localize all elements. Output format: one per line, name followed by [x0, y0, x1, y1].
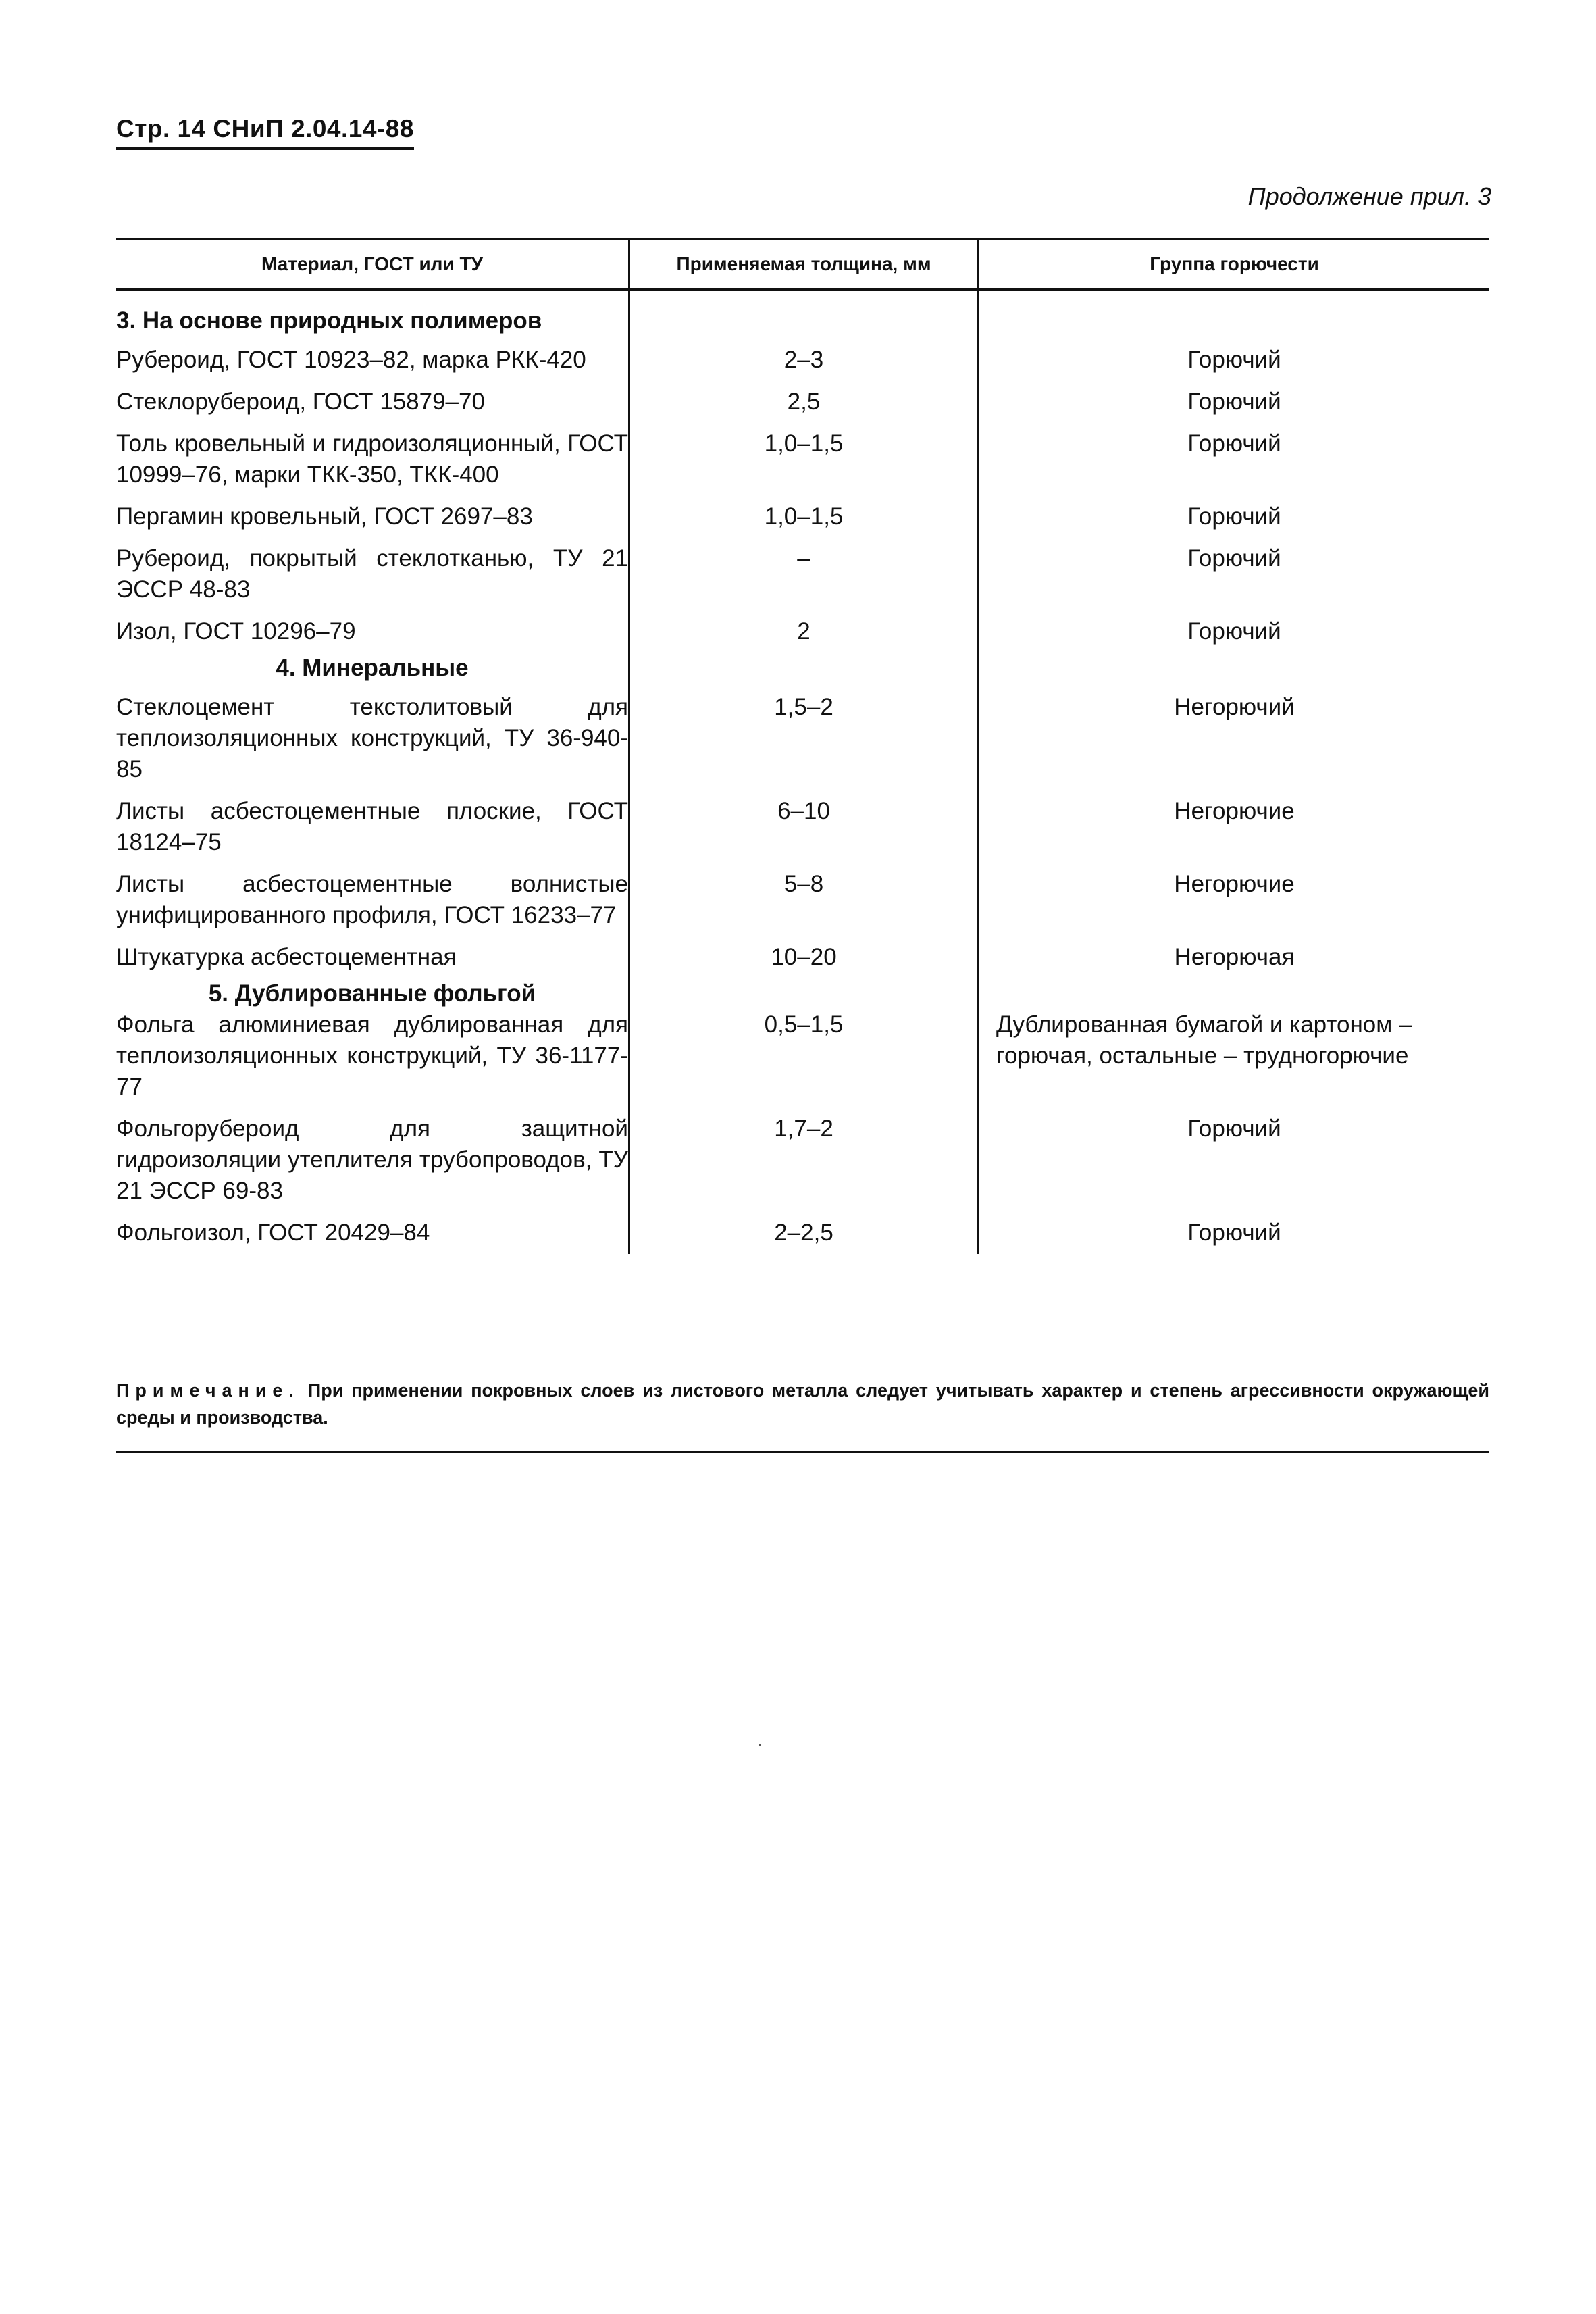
section-title: 5. Дублированные фольгой	[208, 980, 536, 1007]
section-heading	[116, 291, 1489, 339]
thickness-cell: 2–2,5	[628, 1212, 979, 1254]
thickness-cell: 5–8	[628, 863, 979, 936]
table-row	[116, 863, 1489, 936]
flammability-cell: Негорючая	[1174, 944, 1295, 970]
bottom-rule	[116, 1451, 1489, 1453]
table-row	[116, 686, 1489, 790]
thickness-cell: 1,7–2	[628, 1108, 979, 1212]
column-header-thickness: Применяемая толщина, мм	[628, 240, 979, 288]
flammability-cell: Горючий	[1187, 430, 1281, 457]
flammability-cell: Дублированная бумагой и картоном – горючая, остальные – трудногорючие	[996, 1011, 1412, 1069]
thickness-cell: 10–20	[628, 936, 979, 978]
table-row	[116, 423, 1489, 496]
section-heading	[116, 653, 1489, 686]
flammability-cell: Горючий	[1187, 545, 1281, 572]
table-row	[116, 381, 1489, 423]
continuation-label: Продолжение прил. 3	[1247, 182, 1491, 210]
table-header	[116, 238, 1489, 291]
material-cell: Рубероид, ГОСТ 10923–82, марка РКК-420	[116, 347, 586, 373]
material-cell: Изол, ГОСТ 10296–79	[116, 618, 356, 645]
material-cell: Стеклорубероид, ГОСТ 15879–70	[116, 388, 485, 415]
flammability-cell: Горючий	[1187, 388, 1281, 415]
material-cell: Рубероид, покрытый стеклотканью, ТУ 21 ЭССР 48-83	[116, 545, 628, 603]
materials-table	[116, 238, 1489, 1254]
material-cell: Толь кровельный и гидроизоляционный, ГОСТ 10999–76, марки ТКК-350, ТКК-400	[116, 430, 628, 488]
thickness-cell: 1,5–2	[628, 686, 979, 790]
flammability-cell: Горючий	[1187, 503, 1281, 530]
section-title: 4. Минеральные	[276, 655, 469, 681]
material-cell: Листы асбестоцементные волнистые унифицированного профиля, ГОСТ 16233–77	[116, 871, 628, 928]
material-cell: Стеклоцемент текстолитовый для теплоизоляционных конструкций, ТУ 36-940-85	[116, 694, 628, 782]
table-row	[116, 1108, 1489, 1212]
thickness-cell: –	[628, 538, 979, 611]
material-cell: Фольгорубероид для защитной гидроизоляции утеплителя трубопроводов, ТУ 21 ЭССР 69-83	[116, 1115, 628, 1204]
note-text: При применении покровных слоев из листового металла следует учитывать характер и степень агрессивности окружающей среды и производства.	[116, 1380, 1489, 1428]
flammability-cell: Негорючие	[1174, 798, 1295, 824]
material-cell: Штукатурка асбестоцементная	[116, 944, 457, 970]
material-cell: Листы асбестоцементные плоские, ГОСТ 18124–75	[116, 798, 628, 855]
thickness-cell: 1,0–1,5	[628, 423, 979, 496]
thickness-cell: 6–10	[628, 790, 979, 863]
flammability-cell: Горючий	[1187, 347, 1281, 373]
table-row	[116, 496, 1489, 538]
flammability-cell: Горючий	[1187, 618, 1281, 645]
flammability-cell: Горючий	[1187, 1219, 1281, 1246]
thickness-cell: 0,5–1,5	[628, 1009, 979, 1108]
page-header: Стр. 14 СНиП 2.04.14-88	[116, 115, 414, 150]
table-body	[116, 291, 1489, 1254]
material-cell: Фольгоизол, ГОСТ 20429–84	[116, 1219, 430, 1246]
thickness-cell: 2	[628, 611, 979, 653]
table-row	[116, 790, 1489, 863]
table-row	[116, 1212, 1489, 1254]
flammability-cell: Горючий	[1187, 1115, 1281, 1142]
table-row	[116, 538, 1489, 611]
note-label: Примечание.	[116, 1380, 300, 1401]
section-title: 3. На основе природных полимеров	[116, 307, 542, 334]
table-row	[116, 936, 1489, 978]
section-heading	[116, 978, 1489, 1009]
thickness-cell: 2,5	[628, 381, 979, 423]
material-cell: Пергамин кровельный, ГОСТ 2697–83	[116, 503, 533, 530]
table-row	[116, 1009, 1489, 1108]
table-note	[116, 1377, 1489, 1431]
table-row	[116, 611, 1489, 653]
table-row	[116, 339, 1489, 381]
thickness-cell: 2–3	[628, 339, 979, 381]
material-cell: Фольга алюминиевая дублированная для теплоизоляционных конструкций, ТУ 36-1177-77	[116, 1011, 628, 1100]
column-header-flammability: Группа горючести	[1150, 253, 1319, 274]
flammability-cell: Негорючий	[1174, 694, 1295, 720]
thickness-cell: 1,0–1,5	[628, 496, 979, 538]
scan-dot	[759, 1744, 761, 1746]
flammability-cell: Негорючие	[1174, 871, 1295, 897]
column-header-material: Материал, ГОСТ или ТУ	[261, 253, 483, 274]
